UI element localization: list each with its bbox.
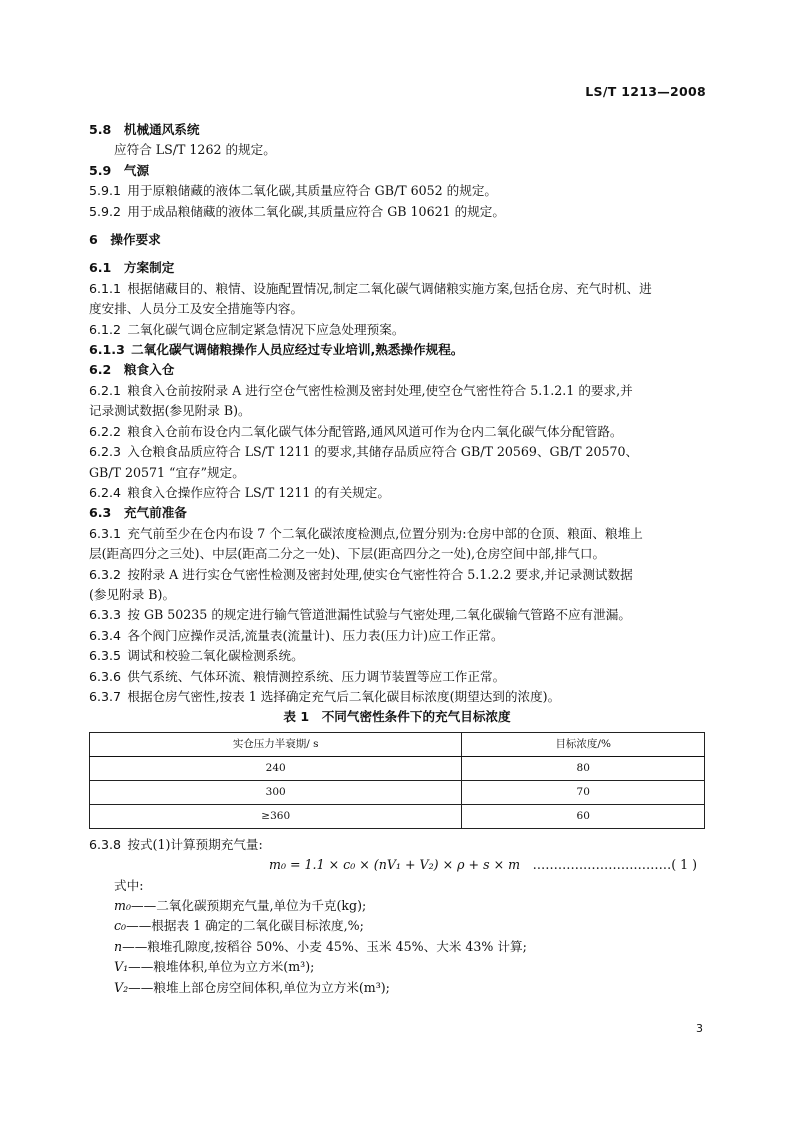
clause-number: 6.2.2: [89, 423, 122, 439]
clause-item: [89, 565, 705, 585]
paragraph-continuation: (参见附录 B)。: [89, 586, 176, 602]
formula-number: ( 1 ): [671, 857, 698, 873]
clause-text: 按式(1)计算预期充气量:: [127, 836, 263, 852]
clause-text: 充气前至少在仓内布设 7 个二氧化碳浓度检测点,位置分别为:仓房中部的仓顶、粮面、粮堆上: [127, 525, 643, 541]
clause-number: 6.3.4: [89, 627, 122, 643]
section-title: 充气前准备: [123, 505, 187, 521]
clause-text: 调试和校验二氧化碳检测系统。: [127, 648, 304, 664]
clause-text: 用于原粮储藏的液体二氧化碳,其质量应符合 GB/T 6052 的规定。: [127, 183, 498, 199]
clause-number: 6.3.5: [89, 648, 122, 664]
variable-description: ——粮堆孔隙度,按稻谷 50%、小麦 45%、玉米 45%、大米 43% 计算;: [122, 938, 527, 954]
table-header-row: [90, 732, 705, 756]
section-title: 方案制定: [123, 260, 175, 276]
variable-symbol: c₀: [114, 918, 127, 934]
section-title: 机械通风系统: [123, 122, 200, 137]
section-number: 6.2: [89, 362, 112, 378]
clause-number: 6.1.2: [89, 321, 122, 337]
table-cell: 240: [90, 756, 462, 780]
clause-text: 根据仓房气密性,按表 1 选择确定充气后二氧化碳目标浓度(期望达到的浓度)。: [127, 688, 561, 704]
table-title: 表 1 不同气密性条件下的充气目标浓度: [283, 709, 511, 725]
clause-item: [89, 626, 705, 646]
clause-item: [89, 320, 705, 340]
clause-number: 5.9.1: [89, 183, 122, 199]
variable-description: ——粮堆上部仓房空间体积,单位为立方米(m³);: [128, 979, 390, 995]
document-body: [89, 120, 705, 998]
clause-item: [89, 667, 705, 687]
spacer: [89, 250, 705, 258]
clause-text: 各个阀门应操作灵活,流量表(流量计)、压力表(压力计)应工作正常。: [127, 627, 504, 643]
table-header-cell: 目标浓度/%: [462, 732, 705, 756]
variable-description: ——根据表 1 确定的二氧化碳目标浓度,%;: [126, 918, 364, 934]
table-row: [90, 756, 705, 780]
section-number: 5.9: [89, 162, 112, 178]
section-heading: [89, 503, 705, 523]
clause-text: 粮食入仓前按附录 A 进行空仓气密性检测及密封处理,使空仓气密性符合 5.1.2.1 的要求,并: [127, 382, 633, 398]
clause-item: [89, 279, 705, 299]
section-number: 6.1: [89, 260, 112, 276]
clause-item: [89, 442, 705, 462]
section-number: 6: [89, 232, 98, 248]
clause-number: 6.2.1: [89, 382, 122, 398]
paragraph-continuation: 记录测试数据(参见附录 B)。: [89, 403, 251, 419]
variable-symbol: V₁: [114, 959, 129, 975]
variable-definition: [89, 978, 705, 998]
variable-symbol: n: [114, 938, 123, 954]
clause-number: 6.3.2: [89, 566, 122, 582]
clause-number: 6.3.7: [89, 688, 122, 704]
clause-text: 二氧化碳气调仓应制定紧急情况下应急处理预案。: [127, 321, 405, 337]
clause-item: [89, 605, 705, 625]
section-heading: [89, 120, 705, 140]
clause-item: [89, 181, 705, 201]
standard-code: LS/T 1213—2008: [585, 84, 706, 99]
spacer: [89, 222, 705, 230]
clause-text: 入仓粮食品质应符合 LS/T 1211 的要求,其储存品质应符合 GB/T 20569、GB/T 20570、: [127, 444, 639, 460]
variable-definition: [89, 937, 705, 957]
variable-symbol: V₂: [114, 979, 129, 995]
paragraph-continuation: 度安排、人员分工及安全措施等内容。: [89, 301, 304, 317]
target-concentration-table: [89, 732, 705, 829]
clause-item: [89, 483, 705, 503]
table-header-cell: 实仓压力半衰期/ s: [90, 732, 462, 756]
clause-text: 根据储藏目的、粮情、设施配置情况,制定二氧化碳气调储粮实施方案,包括仓房、充气时机、进: [127, 280, 652, 296]
formula-dots: ……………………………: [532, 857, 672, 873]
clause-item: [89, 381, 705, 401]
paragraph-continuation: 层(距高四分之三处)、中层(距高二分之一处)、下层(距高四分之一处),仓房空间中部,排气口。: [89, 546, 606, 562]
table-cell: ≥360: [90, 804, 462, 828]
table-row: [90, 804, 705, 828]
variable-definition: [89, 916, 705, 936]
where-label: 式中:: [114, 877, 144, 893]
section-heading: [89, 230, 705, 250]
formula-1: [89, 855, 705, 875]
variable-description: ——二氧化碳预期充气量,单位为千克(kg);: [131, 898, 367, 913]
variable-symbol: m₀: [114, 898, 131, 913]
section-heading: [89, 258, 705, 278]
clause-text: 按附录 A 进行实仓气密性检测及密封处理,使实仓气密性符合 5.1.2.2 要求,并记录测试数据: [127, 566, 633, 582]
clause-item: [89, 422, 705, 442]
table-cell: 70: [462, 780, 705, 804]
clause-text: 供气系统、气体环流、粮情测控系统、压力调节装置等应工作正常。: [127, 668, 506, 684]
clause-item: [89, 340, 705, 360]
clause-number: 5.9.2: [89, 203, 122, 219]
clause-number: 6.2.4: [89, 484, 122, 500]
clause-item: [89, 524, 705, 544]
section-heading: [89, 161, 705, 181]
clause-number: 6.2.3: [89, 444, 122, 460]
clause-text: 按 GB 50235 的规定进行输气管道泄漏性试验与气密处理,二氧化碳输气管路不应有泄漏。: [127, 607, 631, 623]
table-cell: 80: [462, 756, 705, 780]
variable-definition: [89, 957, 705, 977]
paragraph-text: 应符合 LS/T 1262 的规定。: [114, 142, 276, 158]
clause-number: 6.1.3: [89, 342, 125, 358]
clause-number: 6.3.6: [89, 668, 122, 684]
clause-text: 用于成品粮储藏的液体二氧化碳,其质量应符合 GB 10621 的规定。: [127, 203, 505, 219]
section-title: 气源: [123, 162, 150, 178]
section-number: 5.8: [89, 122, 112, 137]
clause-number: 6.3.1: [89, 525, 122, 541]
clause-item: [89, 202, 705, 222]
section-heading: [89, 360, 705, 380]
table-row: [90, 780, 705, 804]
clause-number: 6.1.1: [89, 280, 122, 296]
clause-item: [89, 646, 705, 666]
formula-expression: m₀ = 1.1 × c₀ × (nV₁ + V₂) × ρ + s × m: [269, 857, 521, 873]
section-title: 操作要求: [110, 232, 161, 248]
section-title: 粮食入仓: [123, 362, 175, 378]
clause-text: 粮食入仓前布设仓内二氧化碳气体分配管路,通风风道可作为仓内二氧化碳气体分配管路。: [127, 423, 623, 439]
paragraph-continuation: GB/T 20571 “宜存”规定。: [89, 464, 245, 480]
page-number: 3: [696, 1022, 703, 1035]
clause-number: 6.3.3: [89, 607, 122, 623]
clause-text: 二氧化碳气调储粮操作人员应经过专业培训,熟悉操作规程。: [131, 342, 464, 358]
clause-text: 粮食入仓操作应符合 LS/T 1211 的有关规定。: [127, 484, 390, 500]
variable-description: ——粮堆体积,单位为立方米(m³);: [128, 959, 315, 975]
table-cell: 60: [462, 804, 705, 828]
clause-item: [89, 835, 705, 855]
clause-item: [89, 687, 705, 707]
variable-definition: [89, 896, 705, 916]
clause-number: 6.3.8: [89, 836, 122, 852]
section-number: 6.3: [89, 505, 112, 521]
table-cell: 300: [90, 780, 462, 804]
